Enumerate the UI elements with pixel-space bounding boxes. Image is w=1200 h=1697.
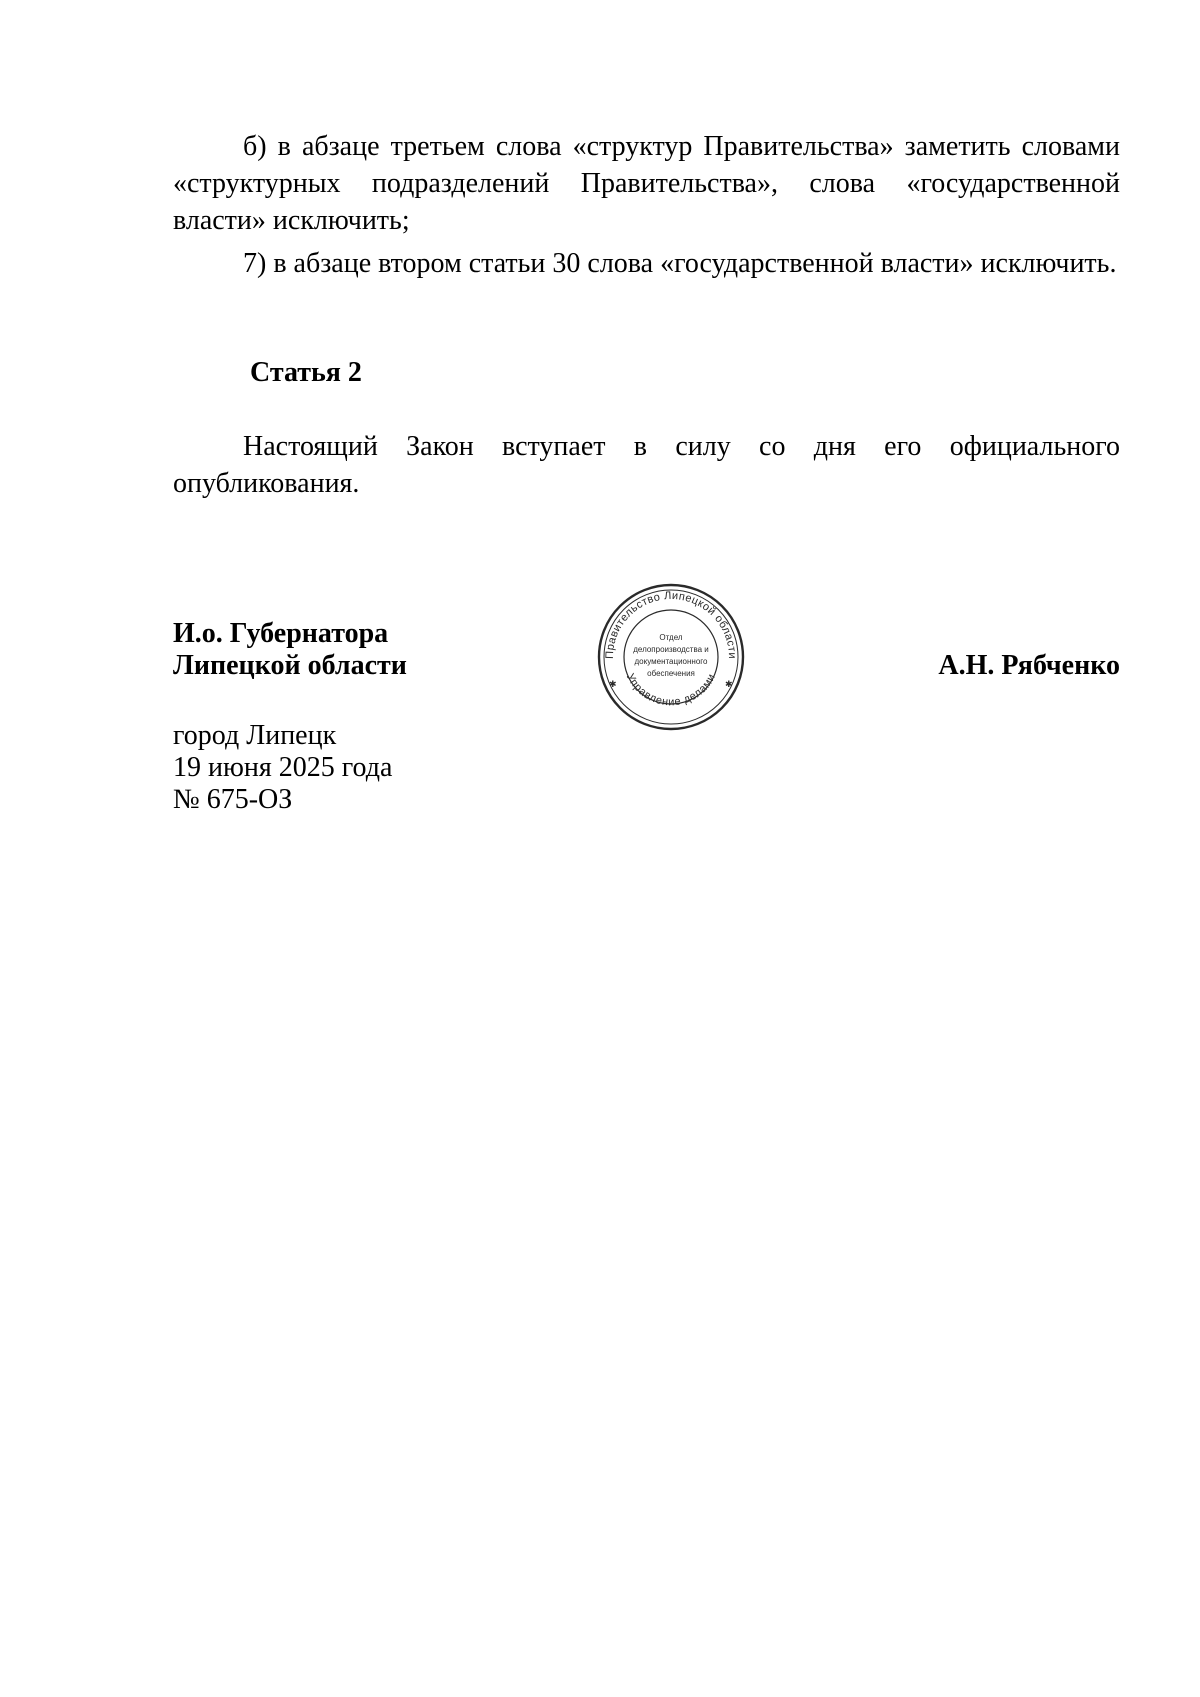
signatory-title-line1: И.о. Губернатора <box>173 618 389 649</box>
paragraph-text: б) в абзаце третьем слова «структур Правительства» заметить словами «структурных подразделений Правительства», слова «государственной власти» исключить; <box>173 131 1120 236</box>
seal-inner-line2: делопроизводства и <box>633 645 709 654</box>
seal-inner-line3: документационного <box>634 657 708 666</box>
paragraph-text: 7) в абзаце втором статьи 30 слова «государственной власти» исключить. <box>243 248 1117 279</box>
signatory-name: А.Н. Рябченко <box>938 650 1120 681</box>
amendment-paragraph-7 <box>173 245 1120 282</box>
article-text <box>173 428 1120 502</box>
law-number: № 675-ОЗ <box>173 784 293 815</box>
article-heading: Статья 2 <box>250 357 362 388</box>
seal-star-icon: ✱ <box>609 680 617 690</box>
signatory-title-line2: Липецкой области <box>173 650 407 681</box>
issue-city: город Липецк <box>173 720 337 751</box>
seal-inner-line1: Отдел <box>659 633 683 642</box>
official-seal-stamp <box>597 583 745 731</box>
seal-outer-text-bottom: Управление делами <box>623 671 719 709</box>
seal-star-icon: ✱ <box>725 680 733 690</box>
signatory-title <box>173 618 407 682</box>
paragraph-text: Настоящий Закон вступает в силу со дня его официального опубликования. <box>173 431 1120 499</box>
seal-inner-line4: обеспечения <box>647 669 695 678</box>
seal-graphic <box>597 583 745 731</box>
issue-details <box>173 720 392 816</box>
issue-date: 19 июня 2025 года <box>173 752 393 783</box>
amendment-paragraph-b <box>173 128 1120 239</box>
seal-outer-text-top: Правительство Липецкой области <box>603 589 739 660</box>
